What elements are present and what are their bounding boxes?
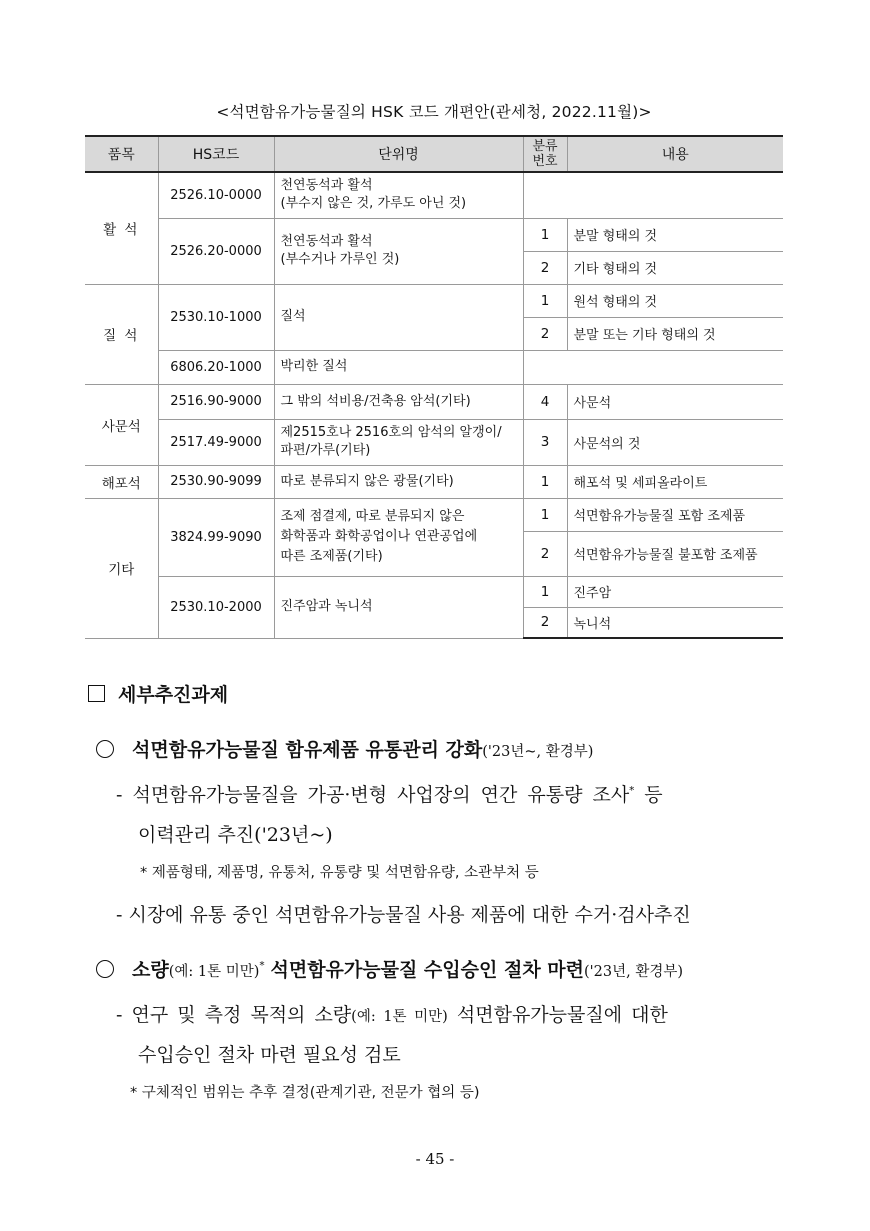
class-no: 1: [523, 284, 567, 317]
task2-sub1-text-b: (예: 1톤 미만): [351, 1009, 448, 1025]
task2-heading: [96, 955, 683, 982]
class-no: 1: [523, 576, 567, 607]
content: 녹니석: [567, 607, 783, 638]
header-item: 품목: [85, 136, 158, 172]
header-unit-name: 단위명: [274, 136, 523, 172]
section-heading: [88, 680, 228, 707]
content: 사문석의 것: [567, 419, 783, 465]
content: 분말 또는 기타 형태의 것: [567, 317, 783, 350]
header-class-no: [523, 136, 567, 172]
content: 원석 형태의 것: [567, 284, 783, 317]
class-no: 4: [523, 384, 567, 419]
unit-line: (부수거나 가루인 것): [280, 252, 400, 267]
task2-lead: 소량: [132, 959, 169, 981]
task2-sub1-line2: 수입승인 절차 마련 필요성 검토: [138, 1044, 401, 1066]
table-row: [85, 498, 783, 531]
group-sepiolite: 해포석: [85, 465, 158, 498]
unit-line: 화학품과 화학공업이나 연관공업에: [280, 529, 478, 544]
task2-sub1-line1: [116, 1000, 668, 1027]
unit-name: 따로 분류되지 않은 광물(기타): [274, 465, 523, 498]
unit-line: (부수지 않은 것, 가루도 아닌 것): [280, 196, 467, 212]
hs-code: 2530.90-9099: [158, 465, 274, 498]
table-row: [85, 576, 783, 607]
task1-meta: ('23년~, 환경부): [482, 744, 594, 760]
unit-name: 박리한 질석: [274, 350, 523, 384]
unit-line: 천연동석과 활석: [280, 178, 373, 194]
table-row: [85, 284, 783, 317]
task1-sub1-star: *: [629, 785, 635, 797]
hs-code: 2530.10-1000: [158, 284, 274, 350]
table-caption: <석면함유가능물질의 HSK 코드 개편안(관세청, 2022.11월)>: [216, 103, 652, 121]
content: 진주암: [567, 576, 783, 607]
task1-note: * 제품형태, 제품명, 유통처, 유통량 및 석면함유량, 소관부처 등: [140, 865, 539, 881]
class-no: 2: [523, 607, 567, 638]
unit-name: [274, 172, 523, 218]
class-no: 1: [523, 218, 567, 251]
content: 해포석 및 세피올라이트: [567, 465, 783, 498]
unit-line: 조제 점결제, 따로 분류되지 않은: [280, 509, 465, 524]
class-no: 2: [523, 317, 567, 350]
table-row: [85, 419, 783, 465]
hsk-code-table: [85, 135, 783, 639]
table-row: [85, 172, 783, 218]
content: 석면함유가능물질 불포함 조제품: [567, 531, 783, 576]
class-no: 2: [523, 251, 567, 284]
unit-name: [274, 419, 523, 465]
hs-code: 2516.90-9000: [158, 384, 274, 419]
unit-line: 파편/가루(기타): [280, 443, 371, 458]
group-other: 기타: [85, 498, 158, 638]
unit-line: 천연동석과 활석: [280, 234, 373, 249]
hs-code: 3824.99-9090: [158, 498, 274, 576]
hs-code: 6806.20-1000: [158, 350, 274, 384]
table-header-row: [85, 136, 783, 172]
header-content: 내용: [567, 136, 783, 172]
class-no: 2: [523, 531, 567, 576]
group-talc: 활 석: [85, 172, 158, 284]
table-row: [85, 350, 783, 384]
unit-name: 진주암과 녹니석: [274, 576, 523, 638]
section-title: 세부추진과제: [118, 684, 229, 706]
unit-name: 그 밖의 석비용/건축용 암석(기타): [274, 384, 523, 419]
unit-line: 따른 조제품(기타): [280, 549, 383, 564]
task1-sub1-line2: 이력관리 추진('23년~): [138, 824, 333, 846]
content: 사문석: [567, 384, 783, 419]
class-no: 3: [523, 419, 567, 465]
unit-name: [274, 498, 523, 576]
task1-sub1-line1: [116, 780, 663, 807]
class-no: 1: [523, 465, 567, 498]
task2-meta: ('23년, 환경부): [584, 964, 683, 980]
task1-heading: [96, 735, 593, 762]
content: 기타 형태의 것: [567, 251, 783, 284]
hs-code: 2517.49-9000: [158, 419, 274, 465]
table-row: [85, 465, 783, 498]
task1-sub1-tail: 등: [634, 784, 663, 806]
header-hs-code: HS코드: [158, 136, 274, 172]
checkbox-square-icon: [88, 685, 105, 702]
class-no: 1: [523, 498, 567, 531]
task2-lead-star: *: [259, 960, 265, 972]
unit-name: [274, 218, 523, 284]
content: 분말 형태의 것: [567, 218, 783, 251]
task2-note: * 구체적인 범위는 추후 결정(관계기관, 전문가 협의 등): [130, 1085, 480, 1101]
header-class-no-line1: 분류: [532, 139, 558, 154]
unit-name: 질석: [274, 284, 523, 350]
task1-title: 석면함유가능물질 함유제품 유통관리 강화: [132, 739, 483, 761]
hs-code: 2530.10-2000: [158, 576, 274, 638]
task2-sub1-text-c: 석면함유가능물질에 대한: [447, 1004, 668, 1026]
task2-sub1-text-a: - 연구 및 측정 목적의 소량: [116, 1004, 352, 1026]
empty-cell: [523, 172, 783, 218]
table-row: [85, 218, 783, 251]
group-vermiculite: 질 석: [85, 284, 158, 384]
table-row: [85, 384, 783, 419]
empty-cell: [523, 350, 783, 384]
task2-lead-paren: (예: 1톤 미만): [168, 964, 260, 980]
content: 석면함유가능물질 포함 조제품: [567, 498, 783, 531]
hs-code: 2526.20-0000: [158, 218, 274, 284]
circle-bullet-icon: [96, 740, 114, 758]
group-serpentine: 사문석: [85, 384, 158, 465]
circle-bullet-icon: [96, 960, 114, 978]
header-class-no-line2: 번호: [532, 154, 558, 169]
page-number: - 45 -: [415, 1150, 455, 1168]
hs-code: 2526.10-0000: [158, 172, 274, 218]
task2-title: 석면함유가능물질 수입승인 절차 마련: [270, 959, 584, 981]
task1-sub2: - 시장에 유통 중인 석면함유가능물질 사용 제품에 대한 수거·검사추진: [116, 904, 691, 926]
unit-line: 제2515호나 2516호의 암석의 알갱이/: [280, 425, 502, 440]
task1-sub1-text: - 석면함유가능물질을 가공·변형 사업장의 연간 유통량 조사: [116, 784, 630, 806]
